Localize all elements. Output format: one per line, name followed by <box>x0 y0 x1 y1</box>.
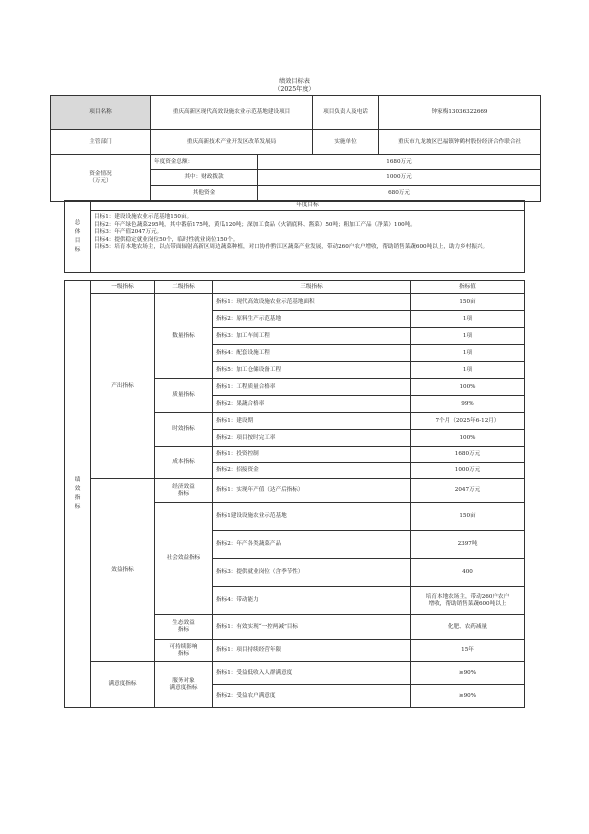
indicator-name: 指标3：提供就业岗位（含季节性） <box>213 559 411 587</box>
funds-total: 1680万元 <box>258 155 541 170</box>
indicator-value: 15年 <box>411 640 525 662</box>
indicator-value: 化肥、农药减量 <box>411 615 525 640</box>
indicator-value: 99% <box>411 396 525 413</box>
indicator-value: 1000万元 <box>411 463 525 479</box>
goals-label: 总 体 目 标 <box>65 201 91 273</box>
indicator-name: 指标1：投资控制 <box>213 447 411 463</box>
goal-item: 目标2：年产绿色蔬菜295吨，其中番茄175吨，黄瓜120吨；深加工食品（火锅底料、酱菜）50吨；粗加工产品（净菜）100吨。 <box>94 221 416 228</box>
indicator-value: 150亩 <box>411 503 525 531</box>
level2-cost: 成本指标 <box>155 447 213 479</box>
goals-content <box>91 211 525 273</box>
dept-label: 主管部门 <box>51 130 151 155</box>
funds-fiscal: 1000万元 <box>258 170 541 186</box>
indicator-value: 1680万元 <box>411 447 525 463</box>
level2-sustainable: 可持续影响 指标 <box>155 640 213 662</box>
indicator-name: 指标1：实现年产值（达产后指标） <box>213 479 411 503</box>
col-header-level3: 三级指标 <box>213 281 411 294</box>
indicator-name: 指标2：果蔬合格率 <box>213 396 411 413</box>
goals-table <box>64 200 525 273</box>
indicator-value: 1项 <box>411 328 525 345</box>
funds-label: 资金情况 （万元） <box>51 155 151 202</box>
indicator-name: 指标5：加工仓储设备工程 <box>213 362 411 379</box>
level2-quality: 质量指标 <box>155 379 213 413</box>
funds-total-label: 年度资金总额： <box>151 155 258 170</box>
goal-item: 目标4：提供稳定就业岗位50个，临时性就业岗位150个。 <box>94 236 239 243</box>
level2-social: 社会效益指标 <box>155 503 213 615</box>
indicator-value: 7个月（2025年6-12月） <box>411 413 525 430</box>
indicator-name: 指标2：项目按时完工率 <box>213 430 411 447</box>
indicator-value: 400 <box>411 559 525 587</box>
indicator-value: 1项 <box>411 311 525 328</box>
indicator-name: 指标2：招接资金 <box>213 463 411 479</box>
indicator-value: 2397吨 <box>411 531 525 559</box>
impl-value: 重庆市九龙坡区巴福镇钟鹤村股份经济合作联合社 <box>379 130 541 155</box>
indicator-value: 150亩 <box>411 294 525 311</box>
indicators-table <box>64 280 525 708</box>
indicator-value: 培育本地农场主，带动260户农户 增收，帮助销售菜蔬600吨以上 <box>411 587 525 615</box>
indicator-name: 指标3：加工车间工程 <box>213 328 411 345</box>
indicator-value: 1项 <box>411 362 525 379</box>
owner-label: 项目负责人及电话 <box>313 96 379 130</box>
page-subtitle: （2025年度） <box>274 86 315 93</box>
goal-item: 目标1：建设设施农业示范基地150亩。 <box>94 214 193 220</box>
owner-value: 钟家梅13036322669 <box>379 96 541 130</box>
indicator-value: 100% <box>411 430 525 447</box>
funds-fiscal-label: 其中：财政拨款 <box>151 170 258 186</box>
indicator-name: 指标4：带动能力 <box>213 587 411 615</box>
indicator-name: 指标1：建设期 <box>213 413 411 430</box>
level1-satisfaction: 满意度指标 <box>91 662 155 708</box>
indicator-name: 指标4：配套设施工程 <box>213 345 411 362</box>
funds-other: 680万元 <box>258 186 541 202</box>
indicator-name: 指标1建设设施农业示范基地 <box>213 503 411 531</box>
level1-output: 产出指标 <box>91 294 155 479</box>
goal-item: 目标5：培育本地农场主，以点带面辐射高新区周边蔬菜种植，对口协作黔江区蔬菜产业发展，带动260户农户增收，帮助销售菜蔬600吨以上，助力乡村振兴。 <box>94 244 489 251</box>
col-header-value: 指标值 <box>411 281 525 294</box>
funds-other-label: 其他资金 <box>151 186 258 202</box>
indicator-value: ≥90% <box>411 662 525 685</box>
indicator-name: 指标1：现代高效设施农业示范基地面积 <box>213 294 411 311</box>
level2-economic: 经济效益 指标 <box>155 479 213 503</box>
goal-item: 目标3：年产值2047万元。 <box>94 229 163 236</box>
col-header-level1: 一级指标 <box>91 281 155 294</box>
level2-ecological: 生态效益 指标 <box>155 615 213 640</box>
indicator-name: 指标2：受益农户满意度 <box>213 685 411 708</box>
project-name-label: 项目名称 <box>51 96 151 130</box>
indicator-name: 指标1：工程质量合格率 <box>213 379 411 396</box>
goals-header: 年度目标 <box>91 201 525 211</box>
header-table <box>50 95 541 202</box>
impl-label: 实施单位 <box>313 130 379 155</box>
indicator-value: 1项 <box>411 345 525 362</box>
indicator-value: 100% <box>411 379 525 396</box>
indicator-name: 指标1：有效实现“一控两减”目标 <box>213 615 411 640</box>
indicator-name: 指标1：受益低收入人群满意度 <box>213 662 411 685</box>
level1-benefit: 效益指标 <box>91 479 155 662</box>
col-header-level2: 二级指标 <box>155 281 213 294</box>
indicator-name: 指标1：项目持续经营年限 <box>213 640 411 662</box>
page-title: 绩效目标表 <box>279 78 310 85</box>
indicator-value: 2047万元 <box>411 479 525 503</box>
indicator-value: ≥90% <box>411 685 525 708</box>
indicator-name: 指标2：年产各类蔬菜产品 <box>213 531 411 559</box>
indicator-name: 指标2：原料生产示范基地 <box>213 311 411 328</box>
dept-value: 重庆高新技术产业开发区改革发展局 <box>151 130 313 155</box>
level2-timeliness: 时效指标 <box>155 413 213 447</box>
level2-quantity: 数量指标 <box>155 294 213 379</box>
level2-service-satisfaction: 服务对象 满意度指标 <box>155 662 213 708</box>
indicators-label: 绩 效 指 标 <box>65 281 91 708</box>
project-name: 重庆高新区现代高效设施农业示范基地建设项目 <box>151 96 313 130</box>
